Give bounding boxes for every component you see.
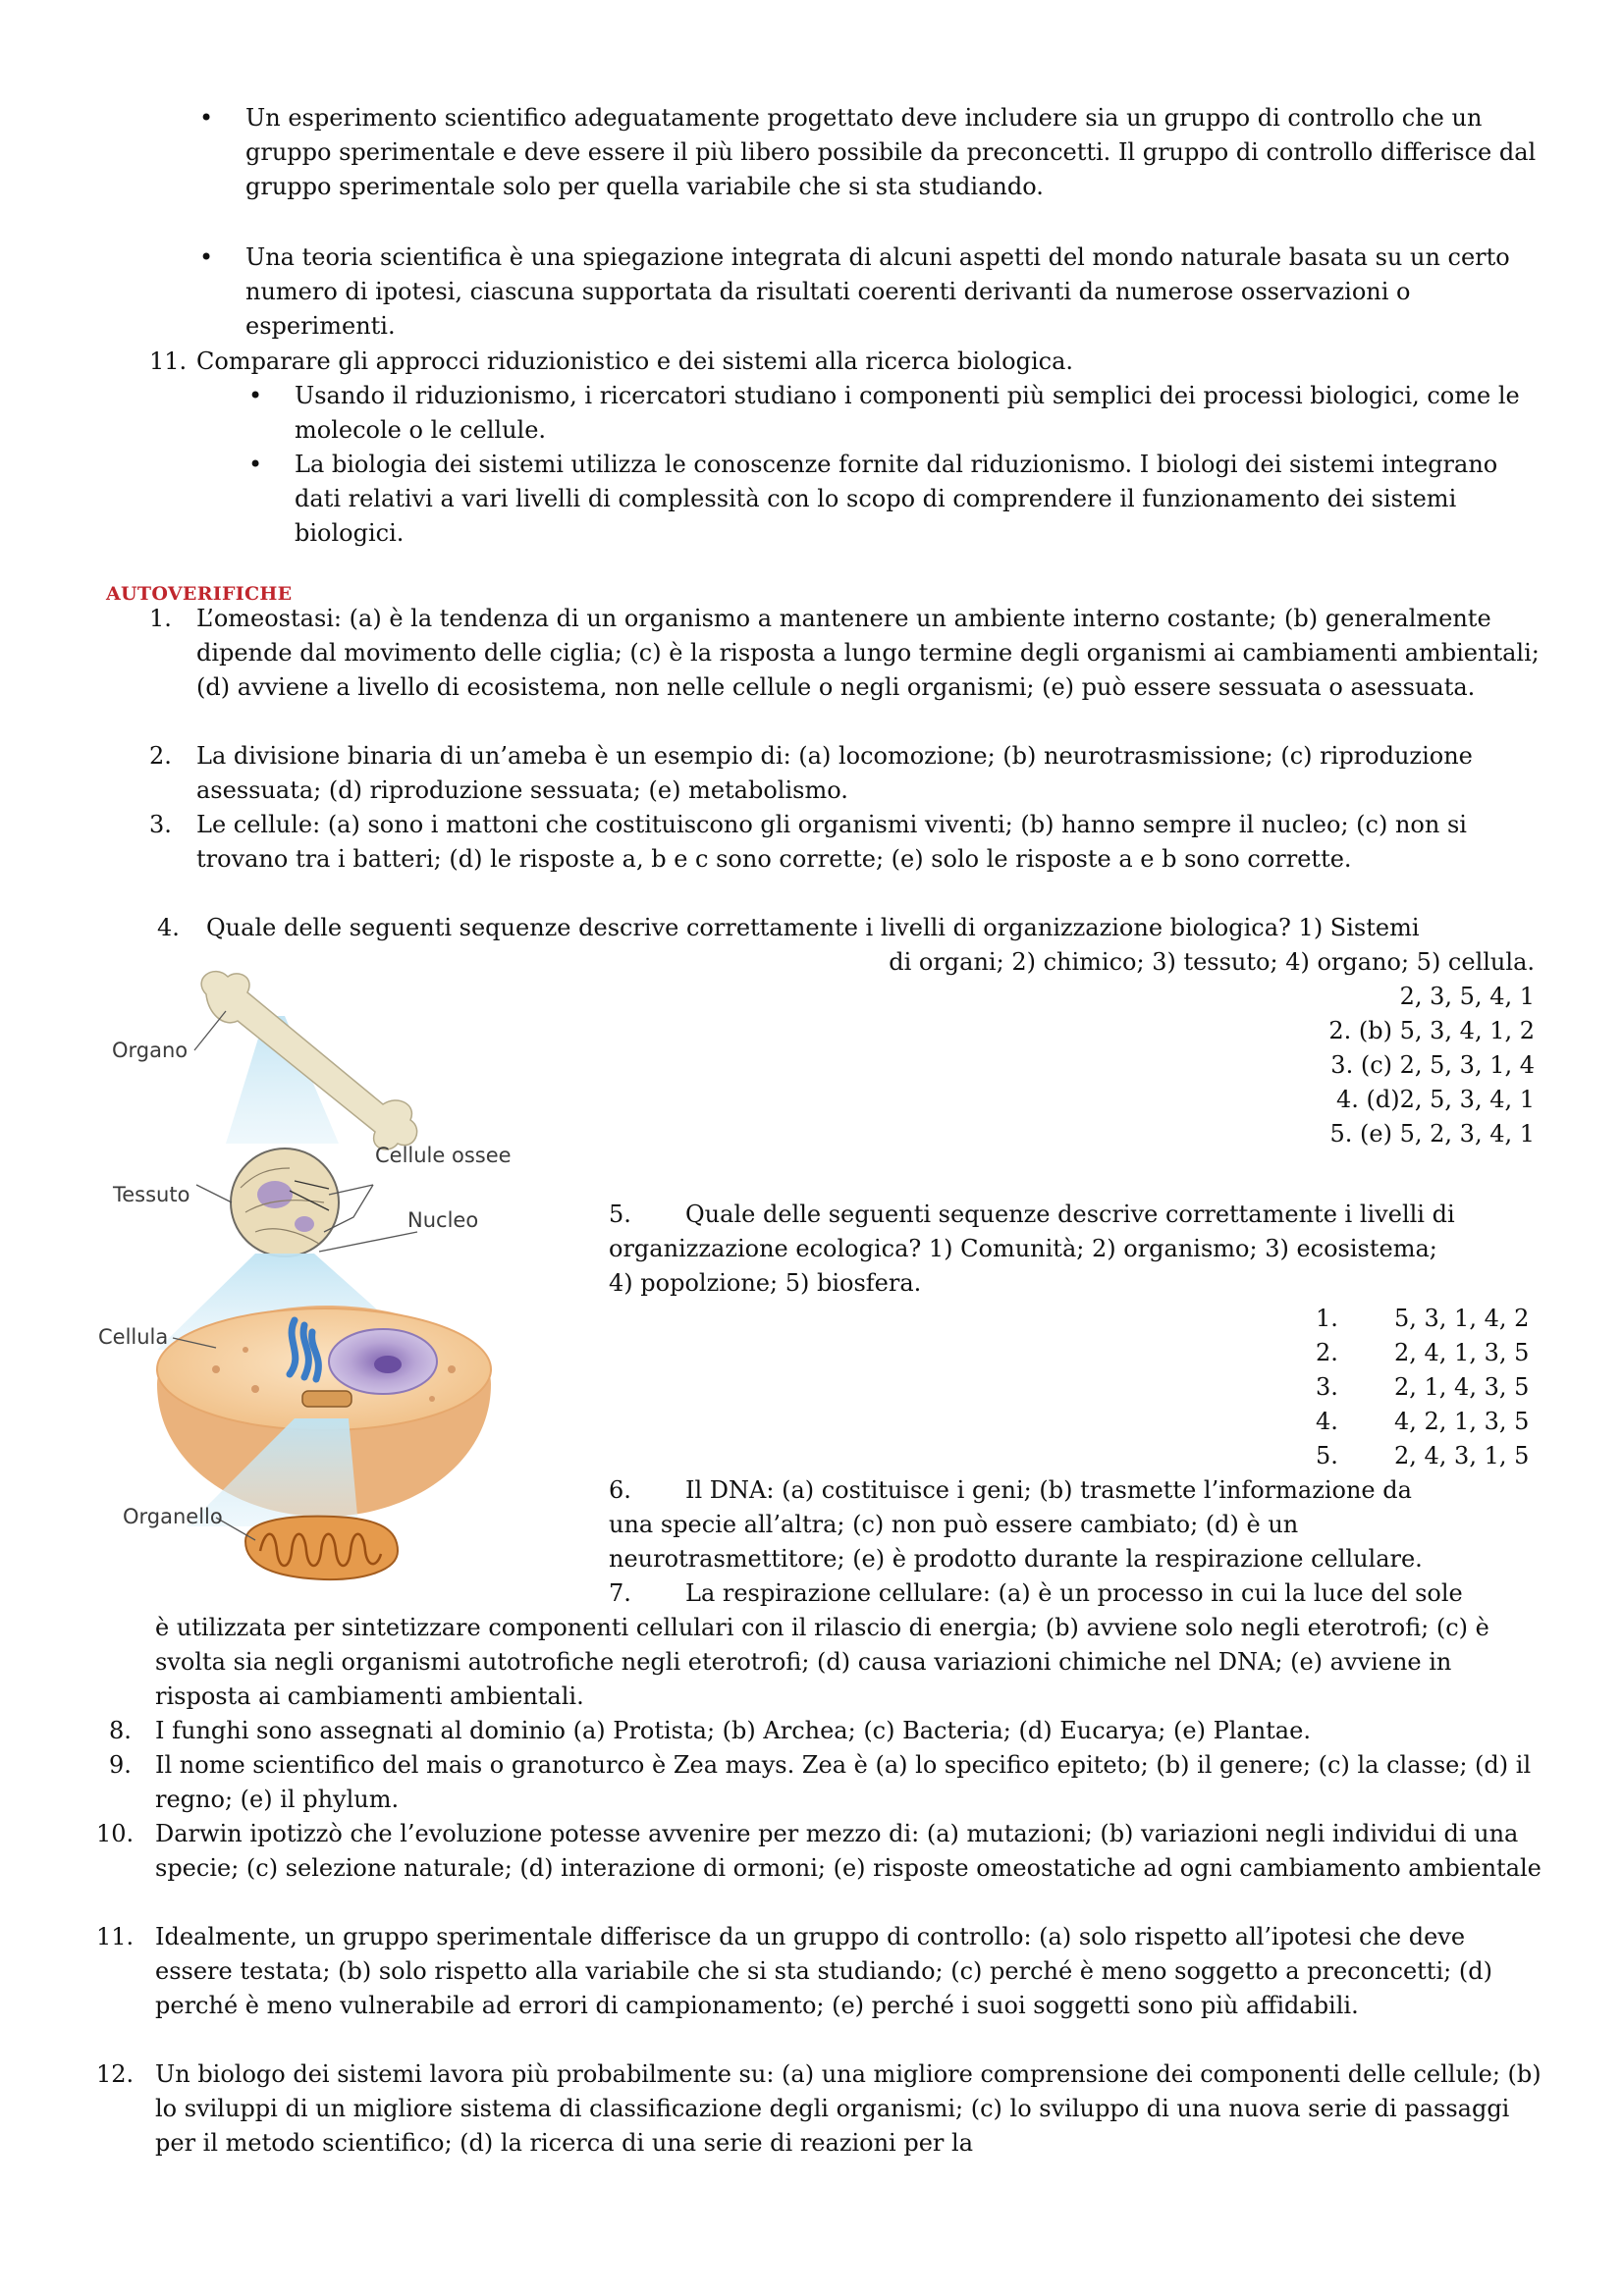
label-organo: Organo (112, 1039, 189, 1062)
bullet-item (248, 448, 1537, 551)
option-value: 2, 4, 3, 1, 5 (1394, 1442, 1530, 1469)
question-line: organizzazione ecologica? 1) Comunità; 2) organismo; 3) ecosistema; (609, 1235, 1437, 1262)
bullet-item (199, 101, 1537, 204)
question-item (96, 1817, 1544, 1886)
section-title: AUTOVERIFICHE (106, 583, 293, 605)
question-number: 10. (96, 1820, 135, 1847)
question-item (609, 1576, 1551, 1611)
option-number: 2. (1316, 1339, 1338, 1366)
answer-option: 4. (d)2, 5, 3, 4, 1 (1336, 1086, 1535, 1113)
question-item (609, 1473, 1551, 1576)
bullet-text: Usando il riduzionismo, i ricercatori studiano i componenti più semplici dei processi biologici, come le molecole o le cellule. (295, 382, 1520, 444)
question-number: 8. (109, 1717, 132, 1744)
option-value: 4, 2, 1, 3, 5 (1394, 1408, 1530, 1435)
question-item (149, 808, 1542, 877)
question-text: Quale delle seguenti sequenze descrive correttamente i livelli di (685, 1201, 1455, 1228)
mitochondrion-shape (245, 1517, 398, 1579)
question-text-line: di organi; 2) chimico; 3) tessuto; 4) organo; 5) cellula. (889, 948, 1535, 976)
bullet-text: Una teoria scientifica è una spiegazione integrata di alcuni aspetti del mondo naturale basata su un certo numero di ipotesi, ciascuna supportata da risultati coerenti derivanti da numerose osservazioni o esperimenti. (245, 243, 1510, 340)
question-text: La respirazione cellulare: (a) è un processo in cui la luce del sole (685, 1579, 1463, 1607)
question-number: 12. (96, 2060, 135, 2088)
option-value: 5, 3, 1, 4, 2 (1394, 1305, 1530, 1332)
answer-option: 2. (b) 5, 3, 4, 1, 2 (1328, 1017, 1535, 1044)
question-number: 11. (96, 1923, 135, 1950)
question-text: Le cellule: (a) sono i mattoni che costituiscono gli organismi viventi; (b) hanno sempre il nucleo; (c) non si trovano tra i batteri; (d) le risposte a, b e c sono corrette; (e) solo le risposte a e b sono corrette. (196, 811, 1467, 873)
question-number: 3. (149, 811, 172, 838)
question-line (609, 1198, 1546, 1232)
label-tessuto: Tessuto (113, 1183, 190, 1206)
option-number: 1. (1316, 1305, 1338, 1332)
bullet-glyph: • (199, 243, 214, 271)
question-text: Il nome scientifico del mais o granoturco è Zea mays. Zea è (a) lo specifico epiteto; (b) il genere; (c) la classe; (d) il regno; (e) il phylum. (155, 1751, 1532, 1813)
item-number: 11. (149, 347, 188, 375)
question-number: 5. (609, 1201, 631, 1228)
option-number: 4. (1316, 1408, 1338, 1435)
bullet-glyph: • (248, 451, 263, 478)
organization-levels-figure (98, 967, 560, 1610)
label-cellule-ossee: Cellule ossee (375, 1144, 512, 1167)
question-number: 1. (149, 605, 172, 632)
option-value: 2, 1, 4, 3, 5 (1394, 1373, 1530, 1401)
option-value: 2, 4, 1, 3, 5 (1394, 1339, 1530, 1366)
bullet-text: Un esperimento scientifico adeguatamente progettato deve includere sia un gruppo di controllo che un gruppo sperimentale e deve essere il più libero possibile da preconcetti. Il gruppo di controllo differisce dal gruppo sperimentale solo per quella variabile che si sta studiando. (245, 104, 1537, 200)
question-line: una specie all’altra; (c) non può essere cambiato; (d) è un (609, 1511, 1299, 1538)
question-item (157, 911, 1537, 945)
question-text: Quale delle seguenti sequenze descrive correttamente i livelli di organizzazione biologica? 1) Sistemi (206, 914, 1420, 941)
question-text-continued: è utilizzata per sintetizzare componenti cellulari con il rilascio di energia; (b) avviene solo negli eterotrofi; (c) è svolta sia negli organismi autotrofiche negli eterotrofi; (d) causa variazioni chimiche nel DNA; (e) avviene in risposta ai cambiamenti ambientali. (155, 1614, 1489, 1710)
label-cellula: Cellula (98, 1325, 169, 1349)
question-text: Il DNA: (a) costituisce i geni; (b) trasmette l’informazione da (685, 1476, 1412, 1504)
answer-option: 2, 3, 5, 4, 1 (1399, 983, 1535, 1010)
question-text: I funghi sono assegnati al dominio (a) Protista; (b) Archea; (c) Bacteria; (d) Eucarya; (e) Plantae. (155, 1717, 1311, 1744)
question-number: 4. (157, 914, 180, 941)
option-number: 3. (1316, 1373, 1338, 1401)
bullet-glyph: • (199, 104, 214, 132)
question-text: Darwin ipotizzò che l’evoluzione potesse avvenire per mezzo di: (a) mutazioni; (b) variazioni negli individui di una specie; (c) selezione naturale; (d) interazione di ormoni; (e) risposte omeostatiche ad ogni cambiamento ambientale (155, 1820, 1542, 1882)
question-text: Un biologo dei sistemi lavora più probabilmente su: (a) una migliore comprensione dei componenti delle cellule; (b) lo sviluppi di un migliore sistema di classificazione degli organismi; (c) lo sviluppo di una nuova serie di passaggi per il metodo scientifico; (d) la ricerca di una serie di reazioni per la (155, 2060, 1542, 2157)
question-number: 7. (609, 1579, 631, 1607)
answer-option: 3. (c) 2, 5, 3, 1, 4 (1330, 1051, 1535, 1079)
question-text: La divisione binaria di un’ameba è un esempio di: (a) locomozione; (b) neurotrasmissione; (c) riproduzione asessuata; (d) riproduzione sessuata; (e) metabolismo. (196, 742, 1473, 804)
question-text: L’omeostasi: (a) è la tendenza di un organismo a mantenere un ambiente interno costante; (b) generalmente dipende dal movimento delle ciglia; (c) è la risposta a lungo termine degli organismi ai cambiamenti ambientali; (d) avviene a livello di ecosistema, non nelle cellule o negli organismi; (e) può essere sessuata o asessuata. (196, 605, 1540, 701)
question-line: 4) popolzione; 5) biosfera. (609, 1269, 922, 1297)
bullet-item (248, 379, 1537, 448)
bullet-glyph: • (248, 382, 263, 409)
list-item (149, 345, 1542, 379)
question-item (149, 602, 1542, 705)
question-item (109, 1748, 1544, 1817)
item-text: Comparare gli approcci riduzionistico e dei sistemi alla ricerca biologica. (196, 347, 1074, 375)
answer-option: 5. (e) 5, 2, 3, 4, 1 (1329, 1120, 1535, 1148)
question-line: neurotrasmettitore; (e) è prodotto durante la respirazione cellulare. (609, 1545, 1423, 1573)
tissue-circle (231, 1148, 339, 1256)
label-nucleo: Nucleo (407, 1208, 479, 1232)
question-text: Idealmente, un gruppo sperimentale differisce da un gruppo di controllo: (a) solo rispetto all’ipotesi che deve essere testata; (b) solo rispetto alla variabile che si sta studiando; (c) perché è meno soggetto a preconcetti; (d) perché è meno vulnerabile ad errori di campionamento; (e) perché i suoi soggetti sono più affidabili. (155, 1923, 1492, 2019)
option-number: 5. (1316, 1442, 1338, 1469)
bullet-text: La biologia dei sistemi utilizza le conoscenze fornite dal riduzionismo. I biologi dei sistemi integrano dati relativi a vari livelli di complessità con lo scopo di comprendere il funzionamento dei sistemi biologici. (295, 451, 1498, 547)
label-organello: Organello (123, 1505, 223, 1528)
question-number: 9. (109, 1751, 132, 1779)
bullet-item (199, 240, 1537, 344)
question-item (96, 2057, 1544, 2161)
question-item (96, 1920, 1544, 2023)
question-item (149, 739, 1542, 808)
question-line (609, 1473, 1551, 1508)
question-number: 6. (609, 1476, 631, 1504)
question-item (109, 1714, 1544, 1748)
question-number: 2. (149, 742, 172, 770)
question-item (609, 1198, 1546, 1301)
